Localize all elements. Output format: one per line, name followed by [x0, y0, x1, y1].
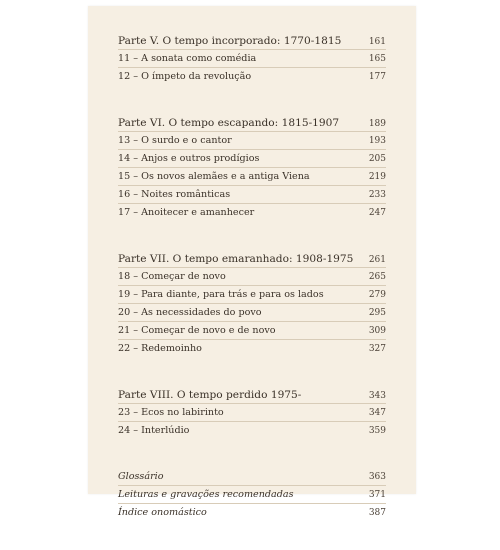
chapter-title: 11 – A sonata como comédia	[118, 53, 257, 64]
chapter-title: 15 – Os novos alemães e a antiga Viena	[118, 171, 310, 182]
page-number: 347	[368, 408, 386, 418]
chapter-title: 20 – As necessidades do povo	[118, 307, 262, 318]
page-number: 295	[368, 308, 386, 318]
toc-chapter-entry	[118, 150, 386, 168]
chapter-title: 13 – O surdo e o cantor	[118, 135, 232, 146]
page-number: 261	[368, 255, 386, 265]
page-number: 219	[368, 172, 386, 182]
toc-backmatter-entry	[118, 486, 386, 504]
part-title: Parte VI. O tempo escapando: 1815-1907	[118, 117, 340, 129]
page-number: 327	[368, 344, 386, 354]
backmatter-title: Glossário	[118, 471, 164, 482]
chapter-title: 17 – Anoitecer e amanhecer	[118, 207, 255, 218]
toc-chapter-entry	[118, 168, 386, 186]
toc-chapter-entry	[118, 50, 386, 68]
table-of-contents	[118, 32, 386, 550]
chapter-title: 19 – Para diante, para trás e para os lados	[118, 289, 324, 300]
backmatter-title: Leituras e gravações recomendadas	[118, 489, 294, 500]
toc-chapter-entry	[118, 68, 386, 86]
toc-part-heading	[118, 250, 386, 268]
toc-backmatter-entry	[118, 504, 386, 522]
chapter-title: 12 – O ímpeto da revolução	[118, 71, 252, 82]
toc-part-heading	[118, 32, 386, 50]
page-number: 265	[368, 272, 386, 282]
chapter-title: 14 – Anjos e outros prodígios	[118, 153, 260, 164]
toc-chapter-entry	[118, 340, 386, 358]
page-number: 165	[368, 54, 386, 64]
toc-section-part-viii	[118, 386, 386, 440]
part-title: Parte V. O tempo incorporado: 1770-1815	[118, 35, 342, 47]
toc-chapter-entry	[118, 422, 386, 440]
page-number: 193	[368, 136, 386, 146]
toc-chapter-entry	[118, 186, 386, 204]
chapter-title: 18 – Começar de novo	[118, 271, 226, 282]
chapter-title: 23 – Ecos no labirinto	[118, 407, 224, 418]
page-number: 189	[368, 119, 386, 129]
part-title: Parte VII. O tempo emaranhado: 1908-1975	[118, 253, 354, 265]
toc-chapter-entry	[118, 322, 386, 340]
toc-chapter-entry	[118, 404, 386, 422]
page-number: 161	[368, 37, 386, 47]
chapter-title: 21 – Começar de novo e de novo	[118, 325, 276, 336]
toc-chapter-entry	[118, 204, 386, 222]
toc-chapter-entry	[118, 132, 386, 150]
part-title: Parte VIII. O tempo perdido 1975-	[118, 389, 302, 401]
page-number: 363	[368, 472, 386, 482]
toc-section-part-vii	[118, 250, 386, 358]
toc-backmatter	[118, 468, 386, 522]
chapter-title: 24 – Interlúdio	[118, 425, 190, 436]
toc-part-heading	[118, 114, 386, 132]
page-number: 233	[368, 190, 386, 200]
toc-chapter-entry	[118, 286, 386, 304]
toc-part-heading	[118, 386, 386, 404]
page-number: 247	[368, 208, 386, 218]
backmatter-title: Índice onomástico	[118, 507, 207, 518]
toc-chapter-entry	[118, 304, 386, 322]
page-number: 343	[368, 391, 386, 401]
toc-section-part-v	[118, 32, 386, 86]
page-number: 359	[368, 426, 386, 436]
toc-chapter-entry	[118, 268, 386, 286]
page-number: 279	[368, 290, 386, 300]
page-number: 387	[368, 508, 386, 518]
toc-backmatter-entry	[118, 468, 386, 486]
page-number: 177	[368, 72, 386, 82]
chapter-title: 16 – Noites românticas	[118, 189, 231, 200]
chapter-title: 22 – Redemoinho	[118, 343, 202, 354]
page-number: 205	[368, 154, 386, 164]
page-number: 309	[368, 326, 386, 336]
page-number: 371	[368, 490, 386, 500]
book-page	[88, 6, 416, 518]
toc-section-part-vi	[118, 114, 386, 222]
